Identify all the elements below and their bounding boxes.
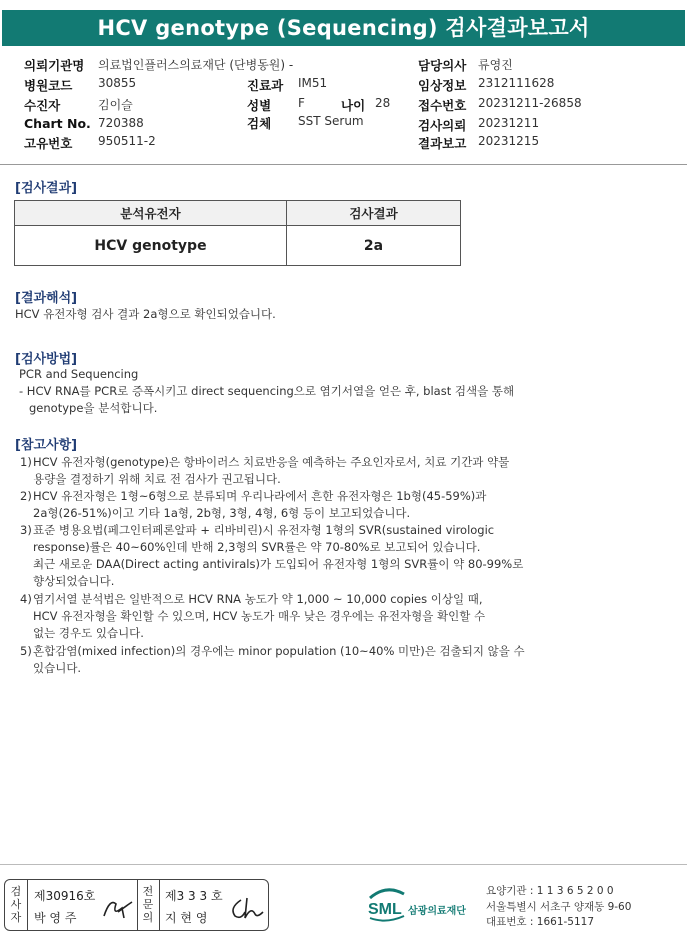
reference-line: 없는 경우도 있습니다.	[33, 626, 144, 640]
reference-number: 3)	[20, 523, 32, 537]
organization-info	[486, 884, 631, 931]
clinical-value: 2312111628	[478, 76, 555, 90]
patient-info-block	[0, 54, 687, 152]
examiner-label: 검사자	[10, 885, 22, 924]
age-label: 나이	[341, 98, 366, 113]
gene-column-header: 분석유전자	[15, 201, 287, 226]
gene-cell: HCV genotype	[15, 226, 287, 266]
sex-value: F	[298, 96, 305, 110]
reference-item	[20, 522, 580, 590]
reference-line: 향상되었습니다.	[33, 574, 115, 588]
result-column-header: 검사결과	[287, 201, 461, 226]
reference-item	[20, 488, 580, 522]
doctor-label: 담당의사	[418, 58, 467, 73]
interpretation-text: HCV 유전자형 검사 결과 2a형으로 확인되었습니다.	[15, 307, 276, 321]
hospital-code-label: 병원코드	[24, 78, 73, 93]
reference-line: HCV 유전자형을 확인할 수 있으며, HCV 농도가 매우 낮은 경우에는 유전자형을 확인할 수	[33, 609, 486, 623]
pathologist-name: 지 현 영	[165, 911, 208, 925]
reference-line: 표준 병용요법(페그인터페론알파 + 리바비린)시 유전자형 1형의 SVR(sustained virologic	[33, 523, 495, 537]
reference-line: 염기서열 분석법은 일반적으로 HCV RNA 농도가 약 1,000 ~ 10,000 copies 이상일 때,	[33, 592, 483, 606]
signature-divider	[159, 880, 160, 930]
patient-label: 수진자	[24, 98, 61, 113]
result-table	[14, 200, 461, 266]
pathologist-label: 전문의	[142, 885, 154, 924]
chart-no-label: Chart No.	[24, 116, 91, 131]
receipt-label: 접수번호	[418, 98, 467, 113]
footer-divider	[0, 864, 687, 865]
specimen-label: 검체	[247, 116, 272, 131]
report-date-value: 20231215	[478, 134, 540, 148]
org-code: 요양기관 : 1 1 3 6 5 2 0 0	[486, 885, 614, 897]
result-value-cell: 2a	[287, 226, 461, 266]
reference-item	[20, 454, 580, 488]
signature-box	[4, 879, 269, 931]
sex-label: 성별	[247, 98, 272, 113]
table-row	[15, 226, 461, 266]
reference-line: 있습니다.	[33, 661, 82, 675]
reference-number: 5)	[20, 644, 32, 658]
examiner-vertical-label	[6, 885, 26, 924]
examiner-name: 박 영 주	[34, 911, 77, 925]
hospital-code-value: 30855	[98, 76, 137, 90]
method-line-1: PCR and Sequencing	[19, 367, 139, 381]
reference-item	[20, 591, 580, 642]
chart-no-value: 720388	[98, 116, 144, 130]
dept-label: 진료과	[247, 78, 284, 93]
reference-number: 1)	[20, 455, 32, 469]
reference-number: 2)	[20, 489, 32, 503]
reference-line: 혼합감염(mixed infection)의 경우에는 minor population (10~40% 미만)은 검출되지 않을 수	[33, 644, 525, 658]
request-label: 검사의뢰	[418, 118, 467, 133]
logo-mark: SML	[368, 901, 402, 918]
pathologist-signature-icon	[227, 894, 265, 922]
org-phone: 대표번호 : 1661-5117	[486, 916, 595, 928]
org-address: 서울특별시 서초구 양재동 9-60	[486, 900, 632, 913]
receipt-value: 20231211-26858	[478, 96, 582, 110]
dept-value: IM51	[298, 76, 328, 90]
reference-number: 4)	[20, 592, 32, 606]
age-value: 28	[375, 96, 391, 110]
result-section-title: [검사결과]	[15, 181, 78, 196]
interpretation-section-title: [결과해석]	[15, 291, 78, 306]
pathologist-license: 제3 3 3 호	[165, 889, 223, 903]
reference-line: response)률은 40~60%인데 반해 2,3형의 SVR률은 약 70-80%로 보고되어 있습니다.	[33, 540, 481, 554]
reference-item	[20, 643, 580, 677]
signature-divider	[27, 880, 28, 930]
method-section-title: [검사방법]	[15, 352, 78, 367]
clinical-label: 임상정보	[418, 78, 467, 93]
method-line-2: - HCV RNA를 PCR로 증폭시키고 direct sequencing으로 염기서열을 얻은 후, blast 검색을 통해	[19, 384, 515, 398]
unique-no-label: 고유번호	[24, 136, 73, 151]
reference-line: HCV 유전자형은 1형~6형으로 분류되며 우리나라에서 흔한 유전자형은 1b형(45-59%)과	[33, 489, 487, 503]
specimen-value: SST Serum	[298, 114, 364, 128]
institution-label: 의뢰기관명	[24, 58, 85, 73]
reference-line: HCV 유전자형(genotype)은 항바이러스 치료반응을 예측하는 주요인자로서, 치료 기간과 약물	[33, 455, 510, 469]
references-section-title: [참고사항]	[15, 438, 78, 453]
institution-value: 의료법인플러스의료재단 (단병동원) -	[98, 58, 294, 72]
examiner-signature-icon	[100, 894, 136, 922]
patient-value: 김이슬	[98, 98, 133, 112]
request-value: 20231211	[478, 116, 540, 130]
unique-no-value: 950511-2	[98, 134, 156, 148]
reference-line: 2a형(26-51%)이고 기타 1a형, 2b형, 3형, 4형, 6형 등이 보고되었습니다.	[33, 506, 411, 520]
table-header-row	[15, 201, 461, 226]
logo-text: 삼광의료재단	[408, 906, 466, 917]
reference-line: 최근 새로운 DAA(Direct acting antivirals)가 도입되어 유전자형 1형의 SVR률이 약 80-99%로	[33, 557, 524, 571]
info-divider	[0, 164, 687, 165]
report-title: HCV genotype (Sequencing) 검사결과보고서	[2, 10, 685, 46]
method-line-3: genotype을 분석합니다.	[29, 401, 158, 415]
pathologist-vertical-label	[138, 885, 158, 924]
examiner-license: 제30916호	[34, 889, 96, 903]
doctor-value: 류영진	[478, 58, 513, 72]
reference-line: 용량을 결정하기 위해 치료 전 검사가 권고됩니다.	[33, 472, 281, 486]
report-date-label: 결과보고	[418, 136, 467, 151]
